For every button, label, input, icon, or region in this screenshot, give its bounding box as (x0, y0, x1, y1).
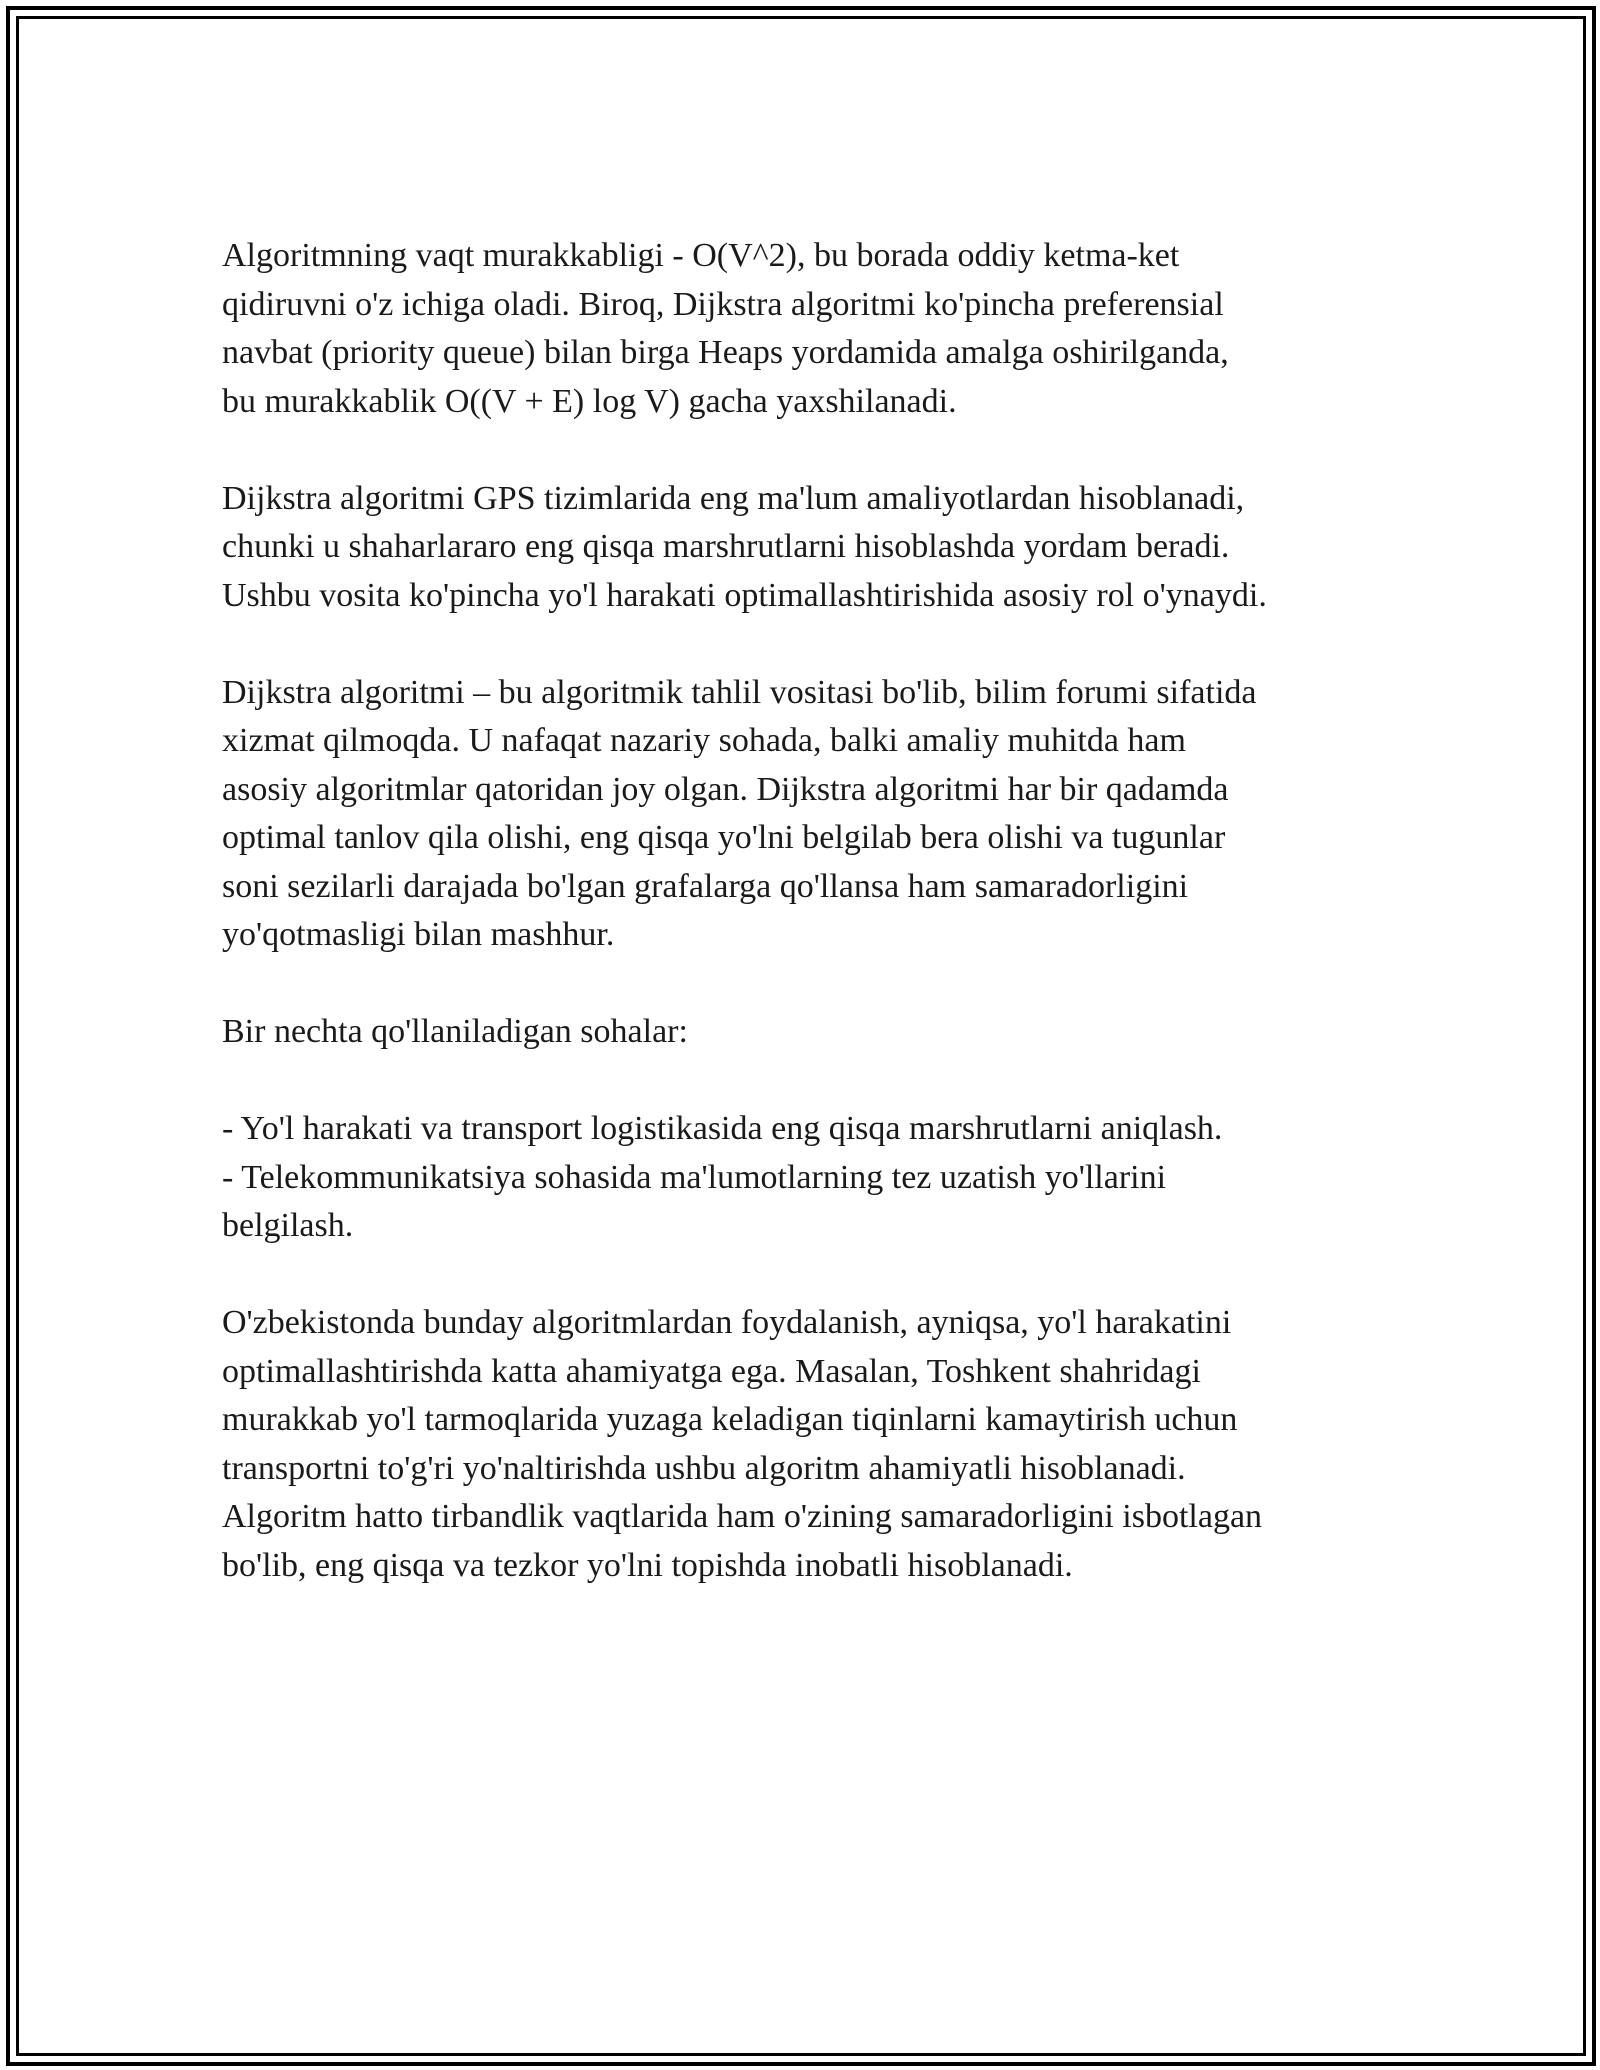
paragraph-gps: Dijkstra algoritmi GPS tizimlarida eng ma'lum amaliyotlardan hisoblanadi, chunki u shaharlararo eng qisqa marshrutlarni hisoblashda yordam beradi. Ushbu vosita ko'pincha yo'l harakati optimallashtirishida asosiy rol o'ynaydi. (222, 479, 1267, 614)
paragraph-applications-list: - Yo'l harakati va transport logistikasida eng qisqa marshrutlarni aniqlash. - Telekommunikatsiya sohasida ma'lumotlarning tez uzatish yo'llarini belgilash. (222, 1110, 1223, 1244)
document-body (222, 232, 1372, 1590)
paragraph-complexity: Algoritmning vaqt murakkabligi - O(V^2), bu borada oddiy ketma-ket qidiruvni o'z ichiga oladi. Biroq, Dijkstra algoritmi ko'pincha preferensial navbat (priority queue) bilan birga Heaps yordamida amalga oshirilganda, bu murakkablik O((V + E) log V) gacha yaxshilanadi. (222, 237, 1229, 420)
paragraph-overview: Dijkstra algoritmi – bu algoritmik tahlil vositasi bo'lib, bilim forumi sifatida xizmat qilmoqda. U nafaqat nazariy sohada, balki amaliy muhitda ham asosiy algoritmlar qatoridan joy olgan. Dijkstra algoritmi har bir qadamda optimal tanlov qila olishi, eng qisqa yo'lni belgilab bera olishi va tugunlar soni sezilarli darajada bo'lgan grafalarga qo'llansa ham samaradorligini yo'qotmasligi bilan mashhur. (222, 673, 1257, 953)
paragraph-uzbekistan: O'zbekistonda bunday algoritmlardan foydalanish, ayniqsa, yo'l harakatini optimallashtirishda katta ahamiyatga ega. Masalan, Toshkent shahridagi murakkab yo'l tarmoqlarida yuzaga keladigan tiqinlarni kamaytirish uchun transportni to'g'ri yo'naltirishda ushbu algoritm ahamiyatli hisoblanadi. Algoritm hatto tirbandlik vaqtlarida ham o'zining samaradorligini isbotlagan bo'lib, eng qisqa va tezkor yo'lni topishda inobatli hisoblanadi. (222, 1304, 1263, 1584)
paragraph-applications-heading: Bir nechta qo'llaniladigan sohalar: (222, 1013, 688, 1050)
